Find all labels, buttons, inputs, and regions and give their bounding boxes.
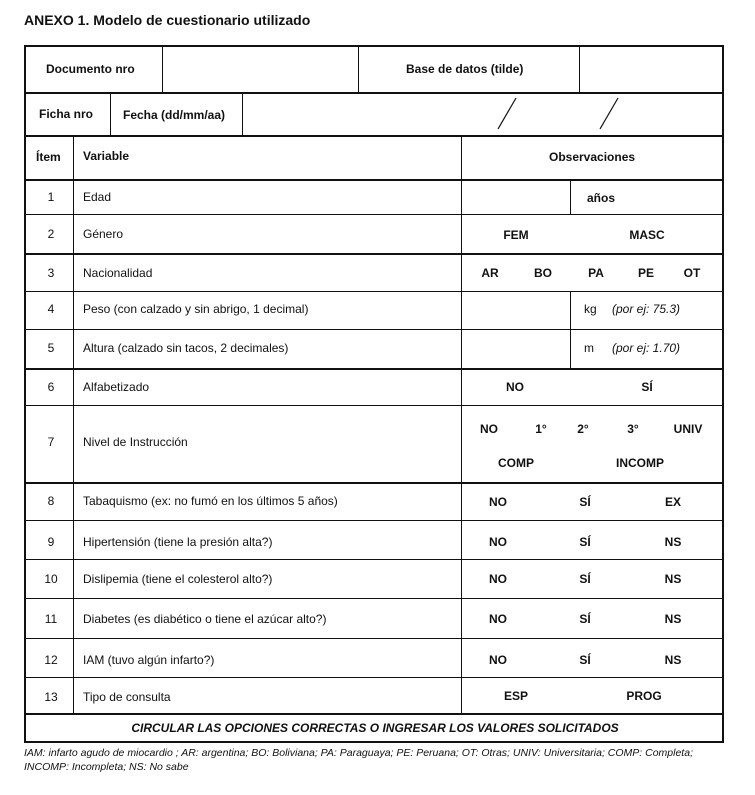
- fecha-label: Fecha (dd/mm/aa): [123, 108, 226, 122]
- page-title: ANEXO 1. Modelo de cuestionario utilizado: [24, 12, 311, 28]
- table-border-bottom: [24, 741, 724, 743]
- ficha-label: Ficha nro: [39, 107, 94, 121]
- instruction-text: CIRCULAR LAS OPCIONES CORRECTAS O INGRESAR LOS VALORES SOLICITADOS: [131, 721, 619, 735]
- column-header-item: Ítem: [36, 150, 61, 164]
- footnote: IAM: infarto agudo de miocardio ; AR: argentina; BO: Boliviana; PA: Paraguaya; PE: Peruana; OT: Otras; UNIV: Universitaria; COMP: Completa; INCOMP: Incompleta; NS: No sabe: [24, 747, 693, 773]
- column-header-observaciones: Observaciones: [549, 150, 636, 164]
- column-header-variable: Variable: [83, 149, 130, 163]
- documento-label: Documento nro: [46, 62, 135, 76]
- base-datos-label: Base de datos (tilde): [406, 62, 524, 76]
- date-separators: [490, 94, 630, 134]
- table-border-top: [24, 45, 724, 47]
